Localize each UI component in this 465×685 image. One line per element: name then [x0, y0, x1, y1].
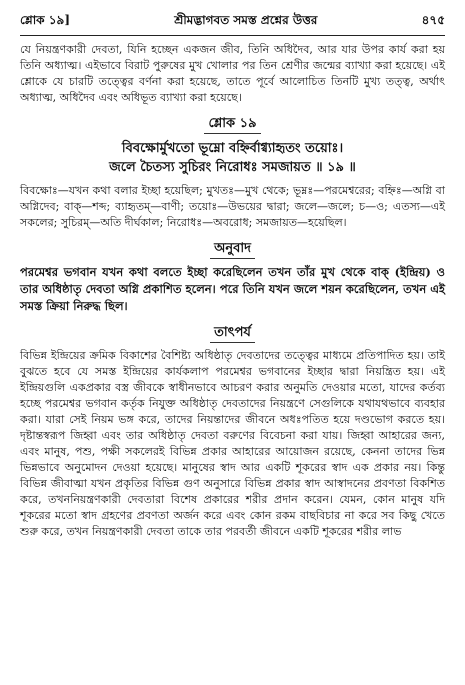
- verse-line-1: বিবক্ষোর্মুখতো ভূম্নো বহ্নির্বাগ্ব্যাহৃতং তয়োঃ।: [121, 141, 344, 156]
- running-header: [20, 10, 445, 36]
- sanskrit-verse: [20, 139, 445, 177]
- verse-line-2: জলে চৈতস্য সুচিরং নিরোধঃ সমজায়ত ॥ ১৯ ॥: [109, 160, 356, 175]
- purport-heading: তাৎপর্য: [20, 323, 445, 344]
- page-content: [20, 42, 445, 540]
- translation-heading: অনুবাদ: [20, 239, 445, 260]
- word-synonyms: বিবক্ষোঃ—যখন কথা বলার ইচ্ছা হয়েছিল; মুখতঃ—মুখ থেকে; ভূম্নঃ—পরমেশ্বরের; বহ্নিঃ—অগ্নি বা অগ্নিদেব; বাক্—শব্দ; ব্যাহৃতম্—বাণী; তয়োঃ—উভয়ের দ্বারা; জলে—জলে; চ—ও; এতস্য—এই সকলের; সুচিরম্—অতি দীর্ঘকাল; নিরোধঃ—অবরোধ; সমজায়ত—হয়েছিল।: [20, 184, 445, 229]
- purport-text: বিভিন্ন ইন্দ্রিয়ের ক্রমিক বিকাশের বৈশিষ্ট্য অধিষ্ঠাতৃ দেবতাদের তত্ত্বের মাধ্যমে প্রতিপাদিত হয়। তাই বুঝতে হবে যে সমস্ত ইন্দ্রিয়ের কার্যকলাপ পরমেশ্বর ভগবানের ইচ্ছার দ্বারা নিয়ন্ত্রিত হয়। এই ইন্দ্রিয়গুলি একপ্রকার বস্ত্র জীবকে স্বাধীনভাবে আচরণ করার অনুমতি দেওয়ার মতো, যাদের কর্তব্য হচ্ছে পরমেশ্বর ভগবান কর্তৃক নিযুক্ত অধিষ্ঠাতৃ দেবতাদের নিয়ন্ত্রণে সেগুলিকে যথাযথভাবে ব্যবহার করা। যারা সেই নিয়ম ভঙ্গ করে, তাদের নিয়ন্তাদের জীবনে অধঃপতিত হয়ে দণ্ডভোগ করতে হয়। দৃষ্টান্তস্বরূপ জিহ্বা এবং তার অধিষ্ঠাতৃ দেবতা বরুণের বিবেচনা করা যায়। জিহ্বা আহারের জন্য, এবং মানুষ, পশু, পক্ষী সকলেরই বিভিন্ন প্রকার আহারের আয়োজন রয়েছে, কেননা তাদের ভিন্ন ভিন্নভাবে অনুমোদন দেওয়া হয়েছে। মানুষের স্বাদ আর একটি শূকরের স্বাদ এক প্রকার নয়। কিন্তু বিভিন্ন জীবাত্মা যখন প্রকৃতির বিভিন্ন গুণ অনুসারে বিভিন্ন প্রকার স্বাদ আস্বাদনের প্রবণতা বিকশিত করে, তখননিয়ন্ত্রণকারী দেবতারা বিশেষ প্রকারের শরীর প্রদান করেন। যেমন, কোন মানুষ যদি শূকরের মতো স্বাদ গ্রহণের প্রবণতা অর্জন করে এবং কোন রকম বাছবিচার না করে সব কিছু খেতে শুরু করে, তখন নিয়ন্ত্রণকারী দেবতা তাকে তার পরবর্তী জীবনে একটি শূকরের শরীর লাভ: [20, 349, 445, 538]
- page-number: ৪৭৫: [421, 13, 445, 27]
- verse-heading: শ্লোক ১৯: [20, 114, 445, 135]
- intro-paragraph: যে নিয়ন্ত্রণকারী দেবতা, যিনি হচ্ছেন একজন জীব, তিনি অধিদৈব, আর যার উপর কার্য করা হয় তিনি অধ্যাত্ম। এইভাবে বিরাট পুরুষের মুখ খোলার পর তিন শ্রেণীর জন্মের ব্যাখ্যা করা হয়েছে। এই শ্লোকে যে চারটি তত্ত্বের বর্ণনা করা হয়েছে, তাতে পূর্বে আলোচিত তিনটি মুখ্য তত্ত্ব, অর্থাৎ অধ্যাত্ম, অধিদৈব এবং অধিভূত ব্যাখ্যা করা হয়েছে।: [20, 43, 445, 104]
- purport-section: [20, 348, 445, 540]
- header-verse-ref: শ্লোক ১৯]: [20, 13, 71, 27]
- translation-text: পরমেশ্বর ভগবান যখন কথা বলতে ইচ্ছা করেছিলেন তখন তাঁর মুখ থেকে বাক্ (ইন্দ্রিয়) ও তার অধিষ্ঠাতৃ দেবতা অগ্নি প্রকাশিত হলেন। পরে তিনি যখন জলে শয়ন করেছিলেন, তখন এই সমস্ত ক্রিয়া নিরুদ্ধ ছিল।: [20, 265, 445, 313]
- header-book-title: শ্রীমদ্ভাগবত সমস্ত প্রশ্নের উত্তর: [174, 13, 318, 27]
